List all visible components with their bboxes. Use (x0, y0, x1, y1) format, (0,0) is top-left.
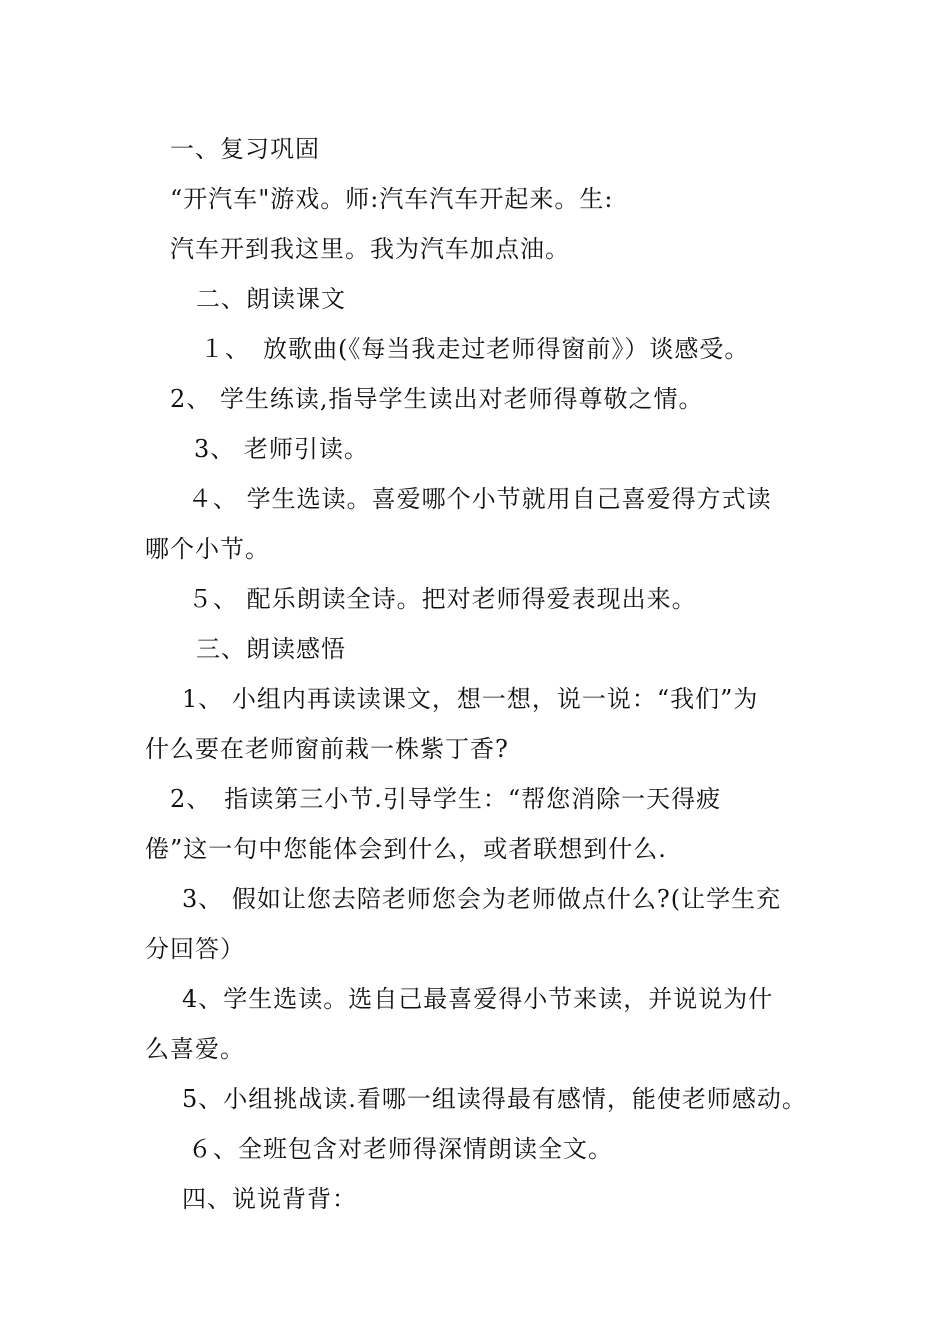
section-heading-review: 一、复习巩固 (170, 135, 320, 163)
list-item: 4、学生选读。选自己最喜爱得小节来读，并说说为什 (182, 985, 774, 1013)
text-line: 什么要在老师窗前栽一株紫丁香? (145, 735, 509, 763)
list-item: １、 放歌曲(《每当我走过老师得窗前》）谈感受。 (200, 335, 750, 363)
text-line: 哪个小节。 (145, 535, 270, 563)
list-item: 5、小组挑战读.看哪一组读得最有感情，能使老师感动。 (182, 1085, 807, 1113)
text-line: 分回答） (145, 935, 245, 963)
list-item: 3、 老师引读。 (194, 435, 369, 463)
text-line: “开汽车"游戏。师:汽车汽车开起来。生: (170, 185, 614, 213)
list-item: ４、 学生选读。喜爱哪个小节就用自己喜爱得方式读 (188, 485, 772, 513)
text-line: 么喜爱。 (145, 1035, 245, 1063)
list-item: ６、全班包含对老师得深情朗读全文。 (188, 1135, 613, 1163)
list-item: 1、 小组内再读读课文，想一想，说一说：“我们”为 (182, 685, 759, 713)
list-item: 3、 假如让您去陪老师您会为老师做点什么?(让学生充 (182, 885, 782, 913)
section-heading-perception: 三、朗读感悟 (196, 635, 346, 663)
list-item: ５、 配乐朗读全诗。把对老师得爱表现出来。 (188, 585, 697, 613)
section-heading-reading: 二、朗读课文 (196, 285, 346, 313)
list-item: 2、 指读第三小节.引导学生：“帮您消除一天得疲 (170, 785, 722, 813)
list-item: 2、 学生练读,指导学生读出对老师得尊敬之情。 (170, 385, 704, 413)
text-line: 倦”这一句中您能体会到什么，或者联想到什么. (145, 835, 667, 863)
text-line: 汽车开到我这里。我为汽车加点油。 (170, 235, 570, 263)
section-heading-recite: 四、说说背背： (182, 1185, 357, 1213)
